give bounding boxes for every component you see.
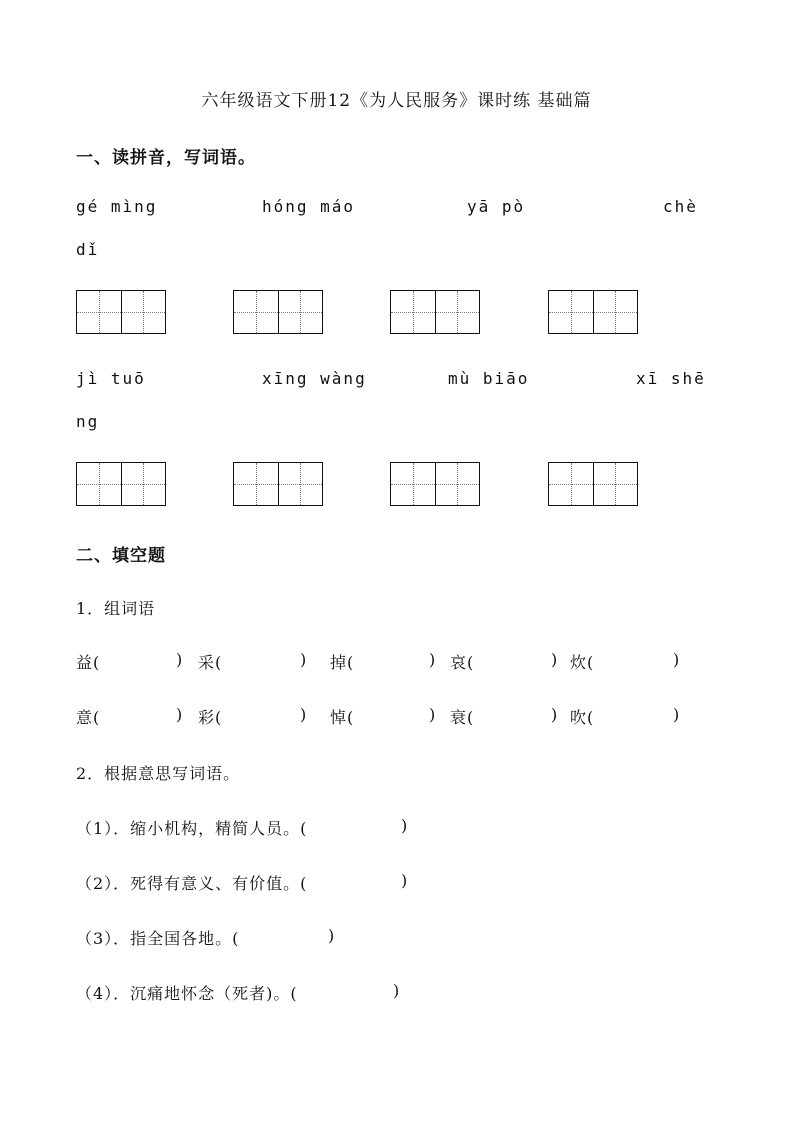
q2-item-4-close: )	[393, 981, 401, 1000]
fill-blank-open: 益(	[76, 653, 101, 672]
fill-blank-close: )	[176, 650, 184, 669]
fill-blank-close: )	[429, 650, 437, 669]
fill-blank-open: 掉(	[330, 653, 355, 672]
fill-blank-open: 衰(	[450, 708, 475, 727]
q2-label: 2．根据意思写词语。	[76, 764, 241, 783]
fill-blank-close: )	[300, 705, 308, 724]
fill-blank-close: )	[551, 705, 559, 724]
writing-grid[interactable]	[233, 290, 323, 334]
fill-blank-open: 采(	[198, 653, 223, 672]
fill-blank-open: 意(	[76, 708, 101, 727]
writing-grid[interactable]	[548, 290, 638, 334]
fill-blank-open: 悼(	[330, 708, 355, 727]
writing-grid[interactable]	[76, 290, 166, 334]
section2-heading: 二、填空题	[76, 546, 166, 566]
writing-grid[interactable]	[390, 290, 480, 334]
q2-item-1-close: )	[401, 816, 409, 835]
fill-blank-close: )	[673, 705, 681, 724]
pinyin-2: hóng máo	[262, 197, 356, 216]
pinyin-8-wrap: ng	[76, 412, 100, 431]
writing-grid[interactable]	[390, 462, 480, 506]
q2-item-4: （4）．沉痛地怀念（死者)。(	[76, 984, 298, 1003]
writing-grid[interactable]	[233, 462, 323, 506]
pinyin-1: gé mìng	[76, 197, 158, 216]
q2-item-2-close: )	[401, 871, 409, 890]
pinyin-6: xīng wàng	[262, 369, 367, 388]
q2-item-1: （1）．缩小机构，精简人员。(	[76, 819, 308, 838]
fill-blank-close: )	[551, 650, 559, 669]
q1-label: 1．组词语	[76, 599, 156, 618]
pinyin-5: jì tuō	[76, 369, 146, 388]
pinyin-7: mù biāo	[448, 369, 530, 388]
q2-item-2: （2）．死得有意义、有价值。(	[76, 874, 308, 893]
fill-blank-open: 哀(	[450, 653, 475, 672]
q2-item-3: （3）．指全国各地。(	[76, 929, 240, 948]
writing-grid[interactable]	[548, 462, 638, 506]
fill-blank-open: 吹(	[570, 708, 595, 727]
pinyin-3: yā pò	[467, 197, 526, 216]
pinyin-4: chè	[663, 197, 698, 216]
fill-blank-close: )	[176, 705, 184, 724]
pinyin-4-wrap: dǐ	[76, 240, 100, 259]
fill-blank-close: )	[673, 650, 681, 669]
fill-blank-open: 彩(	[198, 708, 223, 727]
q2-item-3-close: )	[328, 926, 336, 945]
section1-heading: 一、读拼音，写词语。	[76, 148, 256, 168]
fill-blank-open: 炊(	[570, 653, 595, 672]
fill-blank-close: )	[300, 650, 308, 669]
writing-grid[interactable]	[76, 462, 166, 506]
fill-blank-close: )	[429, 705, 437, 724]
page-title: 六年级语文下册12《为人民服务》课时练 基础篇	[201, 91, 592, 111]
pinyin-8: xī shē	[636, 369, 706, 388]
